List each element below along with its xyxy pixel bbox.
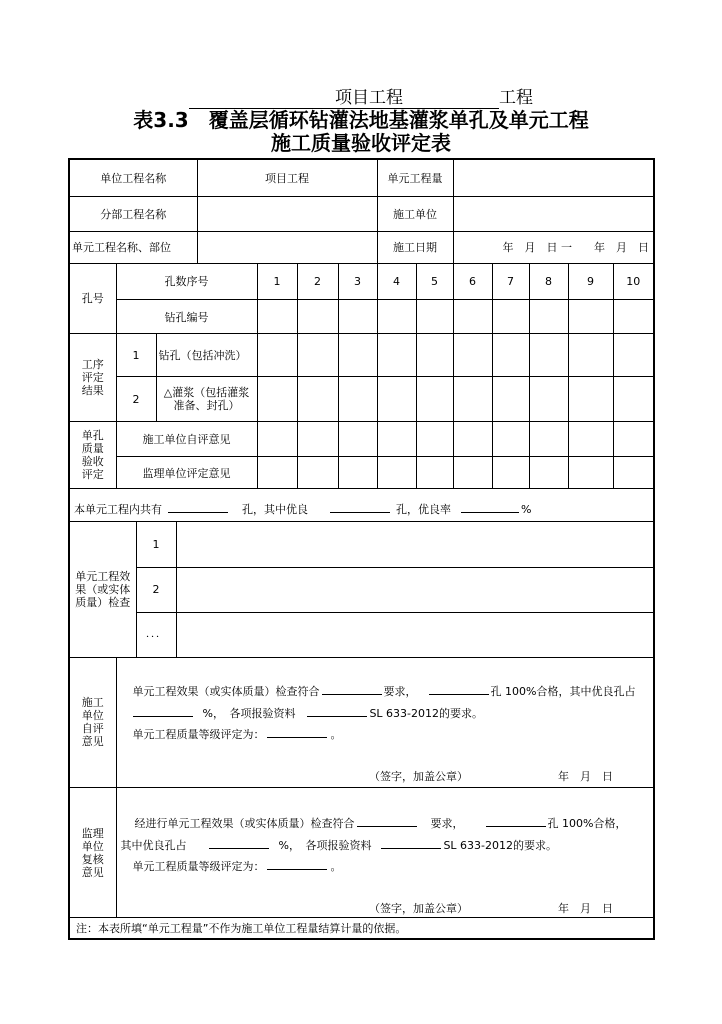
grade-blank[interactable] xyxy=(267,858,327,870)
grade-blank[interactable] xyxy=(267,726,327,738)
contractor-label: 施工单位 xyxy=(377,196,453,231)
text: 要求， xyxy=(430,817,464,830)
cell[interactable] xyxy=(377,422,416,457)
cell[interactable] xyxy=(338,300,377,334)
cell[interactable] xyxy=(568,300,613,334)
effect-row-content[interactable] xyxy=(176,522,653,567)
hole-number: 2 xyxy=(297,264,338,300)
text: 。 xyxy=(330,860,342,873)
cell[interactable] xyxy=(568,422,613,457)
division-value[interactable] xyxy=(197,196,377,231)
cell[interactable] xyxy=(453,334,492,377)
hole-seq-label: 孔数序号 xyxy=(116,264,257,300)
text: 。 xyxy=(330,727,342,741)
summary-text: 孔，其中优良 xyxy=(242,503,308,516)
note: 注：本表所填“单元工程量”不作为施工单位工程量结算计量的依据。 xyxy=(76,921,407,935)
cell[interactable] xyxy=(492,300,529,334)
cell[interactable] xyxy=(297,377,338,422)
effect-row-content[interactable] xyxy=(176,612,653,657)
hole-number: 6 xyxy=(453,264,492,300)
text: 孔 100%合格，其中优良孔占 xyxy=(490,684,636,698)
cell[interactable] xyxy=(257,422,297,457)
supervisor-eval-label: 监理单位评定意见 xyxy=(116,457,257,489)
blank[interactable] xyxy=(307,705,367,717)
date-label: 年 月 日 xyxy=(558,902,613,915)
process-name: △灌浆（包括灌浆准备、封孔） xyxy=(156,377,257,422)
hole-group-label: 孔号 xyxy=(70,264,116,334)
blank[interactable] xyxy=(486,815,546,827)
contractor-opinion xyxy=(116,658,653,788)
contractor-opinion-label: 施工单位自评意见 xyxy=(70,658,116,788)
cell[interactable] xyxy=(613,300,653,334)
cell[interactable] xyxy=(257,457,297,489)
supervisor-opinion xyxy=(116,788,653,918)
hole-number: 9 xyxy=(568,264,613,300)
title-line-1 xyxy=(0,83,722,109)
hole-number: 8 xyxy=(529,264,568,300)
hole-number: 5 xyxy=(416,264,453,300)
cell[interactable] xyxy=(338,334,377,377)
cell[interactable] xyxy=(377,377,416,422)
cell[interactable] xyxy=(492,377,529,422)
element-name-value[interactable] xyxy=(197,231,377,263)
cell[interactable] xyxy=(416,457,453,489)
cell[interactable] xyxy=(568,334,613,377)
cell[interactable] xyxy=(377,457,416,489)
cell[interactable] xyxy=(613,422,653,457)
cell[interactable] xyxy=(416,422,453,457)
blank[interactable] xyxy=(357,815,417,827)
element-qty-value[interactable] xyxy=(453,160,653,196)
text: %， 各项报验资料 xyxy=(202,706,296,720)
effect-row-content[interactable] xyxy=(176,567,653,612)
effect-row-no: 2 xyxy=(136,567,176,612)
cell[interactable] xyxy=(416,300,453,334)
cell[interactable] xyxy=(338,377,377,422)
blank[interactable] xyxy=(209,837,269,849)
title-line-2: 表3.3 覆盖层循环钻灌法地基灌浆单孔及单元工程 xyxy=(133,108,589,132)
text: 经进行单元工程效果（或实体质量）检查符合 xyxy=(134,817,355,830)
supervisor-opinion-label: 监理单位复核意见 xyxy=(70,788,116,918)
cell[interactable] xyxy=(297,334,338,377)
cell[interactable] xyxy=(297,422,338,457)
cell[interactable] xyxy=(453,377,492,422)
drill-no-label: 钻孔编号 xyxy=(116,300,257,334)
project-name: 项目工程 xyxy=(189,83,499,109)
cell[interactable] xyxy=(377,300,416,334)
effect-row-no: 1 xyxy=(136,522,176,567)
division-label: 分部工程名称 xyxy=(70,196,197,231)
cell[interactable] xyxy=(257,300,297,334)
date-label: 施工日期 xyxy=(377,231,453,263)
blank[interactable] xyxy=(133,705,193,717)
cell[interactable] xyxy=(257,377,297,422)
hole-number: 4 xyxy=(377,264,416,300)
cell[interactable] xyxy=(492,457,529,489)
effect-label: 单元工程效果（或实体质量）检查 xyxy=(70,522,136,657)
date-value[interactable]: 年 月 日 一 年 月 日 xyxy=(453,231,653,263)
signature-label: （签字，加盖公章） xyxy=(369,769,468,783)
form-table xyxy=(68,158,655,940)
text: SL 633-2012的要求。 xyxy=(369,706,484,720)
text: 要求， xyxy=(383,684,417,698)
process-name: 钻孔（包括冲洗） xyxy=(156,334,257,377)
text: 孔 100%合格， xyxy=(547,817,627,830)
self-eval-label: 施工单位自评意见 xyxy=(116,422,257,457)
cell[interactable] xyxy=(613,377,653,422)
cell[interactable] xyxy=(568,457,613,489)
cell[interactable] xyxy=(613,457,653,489)
summary-row xyxy=(70,489,653,522)
cell[interactable] xyxy=(257,334,297,377)
cell[interactable] xyxy=(377,334,416,377)
excellent-rate-blank[interactable] xyxy=(461,501,519,513)
cell[interactable] xyxy=(297,457,338,489)
text: SL 633-2012的要求。 xyxy=(443,839,558,852)
process-group-label: 工序评定结果 xyxy=(70,334,116,422)
text: 单元工程效果（或实体质量）检查符合 xyxy=(132,684,320,698)
title-line-3: 施工质量验收评定表 xyxy=(271,131,451,155)
blank[interactable] xyxy=(322,683,382,695)
header-table xyxy=(70,160,653,264)
cell[interactable] xyxy=(492,422,529,457)
cell[interactable] xyxy=(529,457,568,489)
element-qty-label: 单元工程量 xyxy=(377,160,453,196)
summary-text: % xyxy=(521,503,532,516)
unit-project-value[interactable]: 项目工程 xyxy=(197,160,377,196)
summary-text: 孔，优良率 xyxy=(396,503,451,516)
cell[interactable] xyxy=(492,334,529,377)
effect-table xyxy=(70,522,653,658)
cell[interactable] xyxy=(529,300,568,334)
date-label: 年 月 日 xyxy=(558,769,613,783)
total-holes-blank[interactable] xyxy=(168,501,228,513)
text: 单元工程质量等级评定为： xyxy=(132,860,265,873)
text: %， 各项报验资料 xyxy=(278,839,372,852)
process-no: 2 xyxy=(116,377,156,422)
cell[interactable] xyxy=(453,422,492,457)
hole-number: 10 xyxy=(613,264,653,300)
cell[interactable] xyxy=(453,457,492,489)
signature-label: （签字，加盖公章） xyxy=(369,902,468,915)
process-no: 1 xyxy=(116,334,156,377)
summary-text: 本单元工程内共有 xyxy=(74,503,162,516)
blank[interactable] xyxy=(381,837,441,849)
cell[interactable] xyxy=(416,334,453,377)
opinion-table xyxy=(70,658,653,938)
unit-project-label: 单位工程名称 xyxy=(70,160,197,196)
excellent-holes-blank[interactable] xyxy=(330,501,390,513)
cell[interactable] xyxy=(529,377,568,422)
title-suffix: 工程 xyxy=(499,88,533,108)
element-name-label: 单元工程名称、部位 xyxy=(70,231,197,263)
cell[interactable] xyxy=(297,300,338,334)
cell[interactable] xyxy=(338,422,377,457)
cell[interactable] xyxy=(338,457,377,489)
cell[interactable] xyxy=(529,334,568,377)
blank[interactable] xyxy=(429,683,489,695)
text: 其中优良孔占 xyxy=(120,839,187,852)
cell[interactable] xyxy=(416,377,453,422)
effect-row-no: ．．． xyxy=(136,612,176,657)
contractor-value[interactable] xyxy=(453,196,653,231)
text: 单元工程质量等级评定为： xyxy=(132,727,265,741)
cell[interactable] xyxy=(529,422,568,457)
cell[interactable] xyxy=(568,377,613,422)
hole-table xyxy=(70,264,653,523)
single-hole-group-label: 单孔质量验收评定 xyxy=(70,422,116,489)
cell[interactable] xyxy=(613,334,653,377)
hole-number: 7 xyxy=(492,264,529,300)
hole-number: 1 xyxy=(257,264,297,300)
cell[interactable] xyxy=(453,300,492,334)
hole-number: 3 xyxy=(338,264,377,300)
